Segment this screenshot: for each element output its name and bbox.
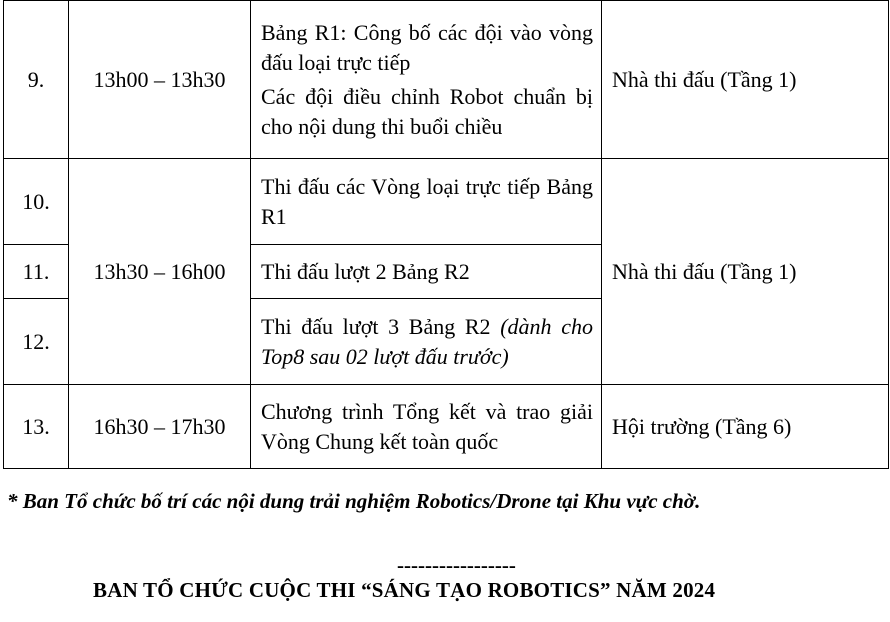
time-cell: 13h30 – 16h00 — [69, 159, 251, 385]
content-cell — [251, 1, 602, 159]
row-number: 13. — [4, 385, 69, 469]
content-cell: Thi đấu lượt 2 Bảng R2 — [251, 245, 602, 299]
content-cell — [251, 299, 602, 385]
content-line: Bảng R1: Công bố các đội vào vòng đấu loại trực tiếp — [261, 19, 593, 75]
schedule-table — [3, 0, 889, 469]
content-line: Các đội điều chỉnh Robot chuẩn bị cho nội dung thi buổi chiều — [261, 83, 593, 139]
row-number: 9. — [4, 1, 69, 159]
row-number: 12. — [4, 299, 69, 385]
row-number: 11. — [4, 245, 69, 299]
place-cell: Nhà thi đấu (Tầng 1) — [602, 159, 889, 385]
place-cell: Hội trường (Tầng 6) — [602, 385, 889, 469]
content-note: (dành cho Top8 sau 02 lượt đấu trước) — [261, 313, 593, 369]
time-cell: 13h00 – 13h30 — [69, 1, 251, 159]
organizer-title: BAN TỔ CHỨC CUỘC THI “SÁNG TẠO ROBOTICS” NĂM 2024 — [93, 578, 716, 602]
content-cell: Chương trình Tổng kết và trao giải Vòng Chung kết toàn quốc — [251, 385, 602, 469]
row-number: 10. — [4, 159, 69, 245]
table-row — [4, 385, 889, 469]
place-cell: Nhà thi đấu (Tầng 1) — [602, 1, 889, 159]
content-cell: Thi đấu các Vòng loại trực tiếp Bảng R1 — [251, 159, 602, 245]
table-row — [4, 1, 889, 159]
content-text: Thi đấu lượt 3 Bảng R2 — [261, 313, 491, 339]
separator-line: ----------------- — [397, 553, 516, 577]
time-cell: 16h30 – 17h30 — [69, 385, 251, 469]
footnote: * Ban Tổ chức bố trí các nội dung trải nghiệm Robotics/Drone tại Khu vực chờ. — [7, 489, 701, 513]
table-row — [4, 159, 889, 245]
